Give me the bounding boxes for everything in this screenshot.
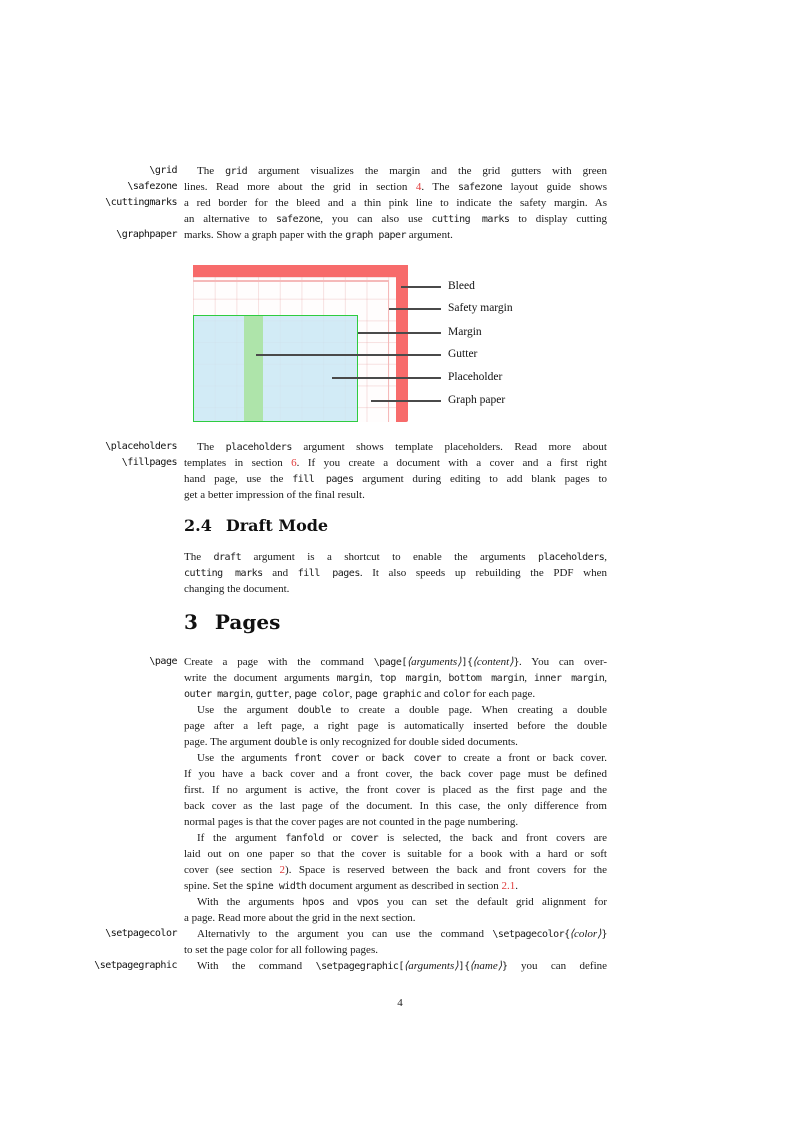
code-text: placeholders (538, 552, 605, 563)
code-text: safezone (276, 214, 321, 225)
code-text: page graphic (355, 689, 422, 700)
figure-legend (193, 265, 607, 425)
margin-macro-label: \graphpaper (116, 229, 177, 240)
body-text: a red border for the bleed and a thin pink line to indicate the safety margin. As (184, 197, 607, 209)
body-text: Create a page with the command (184, 656, 374, 668)
code-text: margin (336, 673, 370, 684)
code-text: placeholders (225, 442, 292, 453)
body-text: argument. (406, 229, 453, 241)
section-number: 3 (184, 610, 198, 634)
body-text: a page. Read more about the grid in the next section. (184, 912, 416, 924)
text-line (184, 878, 607, 894)
text-line (184, 211, 607, 227)
body-text: templates in section (184, 457, 292, 469)
legend-label: Bleed (448, 280, 475, 292)
body-text: The (197, 441, 226, 453)
body-text: changing the document. (184, 583, 290, 595)
text-line (184, 862, 607, 878)
code-text: ]{ (458, 961, 470, 972)
margin-macro-label: \grid (149, 165, 177, 176)
legend-label: Margin (448, 326, 482, 338)
body-text: laid out on one paper so that the cover is suitable for a book with a hard or soft (184, 848, 607, 860)
body-text: . If you create a document with a cover and a first right (296, 457, 607, 469)
text-line (184, 910, 607, 926)
placeholder-arg: ⟨content⟩ (472, 656, 514, 668)
leader-line (358, 332, 441, 334)
code-text: page color (294, 689, 350, 700)
body-text: Use the argument (197, 704, 298, 716)
body-text: to display cutting (509, 213, 607, 225)
body-text: . The (421, 181, 458, 193)
body-text: , (288, 688, 295, 700)
margin-macro-label: \cuttingmarks (105, 197, 177, 208)
text-line (184, 830, 607, 846)
body-text: and (262, 567, 298, 579)
placeholder-arg: ⟨name⟩ (469, 960, 503, 972)
code-text: outer margin (184, 689, 251, 700)
code-text: } (601, 929, 607, 940)
layout-guides-figure (193, 265, 607, 425)
margin-macro-label: \safezone (127, 181, 177, 192)
body-text: you can set the default grid alignment for (378, 896, 607, 908)
body-text: to create a front or back cover. (441, 752, 607, 764)
text-line (184, 798, 607, 814)
leader-line (401, 286, 441, 288)
legend-label: Safety margin (448, 302, 513, 314)
body-text: . You can over- (519, 656, 607, 668)
placeholder-arg: ⟨arguments⟩ (403, 960, 459, 972)
text-line (184, 846, 607, 862)
body-text: and (421, 688, 443, 700)
legend-label: Graph paper (448, 394, 506, 406)
body-text: , (524, 672, 534, 684)
body-text: spine. Set the (184, 880, 246, 892)
body-text: . It also speeds up rebuilding the PDF when (359, 567, 607, 579)
body-text: lines. Read more about the grid in section (184, 181, 416, 193)
code-text: draft (213, 552, 242, 563)
section-ref-link[interactable]: 2 (279, 864, 286, 876)
section-ref-link[interactable]: 2.1 (501, 880, 516, 892)
body-text: is selected, the back and front covers are (378, 832, 607, 844)
text-line (184, 471, 607, 487)
body-text: hand page, use the (184, 473, 293, 485)
code-text: \setpagegraphic[ (315, 961, 404, 972)
text-line (184, 894, 607, 910)
body-text: If you have a back cover and a front cover, the back cover page must be defined (184, 768, 607, 780)
code-text: \setpagecolor{ (492, 929, 570, 940)
code-text: cutting marks (184, 568, 263, 579)
body-text: marks. Show a graph paper with the (184, 229, 346, 241)
code-text: \page[ (373, 657, 407, 668)
body-text: , (349, 688, 356, 700)
text-line (184, 549, 607, 565)
body-text: and (324, 896, 357, 908)
body-text: With the arguments (197, 896, 303, 908)
placeholder-arg: ⟨arguments⟩ (406, 656, 462, 668)
text-line (184, 750, 607, 766)
code-text: } (513, 657, 520, 668)
leader-line (389, 308, 441, 310)
body-text: argument shows template placeholders. Read more about (291, 441, 607, 453)
body-text: cover (see section (184, 864, 280, 876)
section-ref-link[interactable]: 4 (415, 181, 422, 193)
code-text: fill pages (292, 474, 354, 485)
code-text: cutting marks (431, 214, 510, 225)
body-text: is only recognized for double sided documents. (307, 736, 518, 748)
text-line (184, 179, 607, 195)
body-text: , you can also use (320, 213, 432, 225)
body-text: or (323, 832, 351, 844)
body-text: page after a left page, a right page is automatically inserted before the double (184, 720, 607, 732)
code-text: double (297, 705, 331, 716)
body-text: Alternativly to the argument you can use the command (197, 928, 493, 940)
leader-line (371, 400, 441, 402)
body-text: first. If no argument is active, the front cover is placed as the first page and the (184, 784, 607, 796)
body-text: normal pages is that the cover pages are not counted in the page numbering. (184, 816, 519, 828)
body-text: The (184, 551, 214, 563)
code-text: grid (225, 166, 248, 177)
code-text: cover (350, 833, 379, 844)
body-text: for each page. (470, 688, 536, 700)
text-line (184, 766, 607, 782)
code-text: bottom margin (448, 673, 525, 684)
text-line (184, 654, 607, 670)
page-number: 4 (397, 997, 403, 1009)
code-text: } (502, 961, 508, 972)
body-text: , (604, 672, 608, 684)
text-line (184, 581, 607, 597)
text-line (184, 958, 607, 974)
margin-macro-label: \setpagecolor (105, 928, 177, 939)
body-text: back cover as the last page of the document. In this case, the only difference from (184, 800, 607, 812)
body-text: , (369, 672, 380, 684)
section-number: 2.4 (184, 516, 212, 535)
text-line (184, 814, 607, 830)
text-line (184, 942, 607, 958)
body-text: With the command (197, 960, 316, 972)
code-text: vpos (356, 897, 379, 908)
code-text: hpos (302, 897, 325, 908)
section-heading-pages (184, 610, 280, 634)
body-text: page. The argument (184, 736, 275, 748)
text-line (184, 702, 607, 718)
legend-label: Gutter (448, 348, 478, 360)
body-text: write the document arguments (184, 672, 337, 684)
placeholder-arg: ⟨color⟩ (569, 928, 602, 940)
code-text: back cover (381, 753, 442, 764)
code-text: ]{ (461, 657, 473, 668)
margin-macro-label: \page (149, 656, 177, 667)
body-text: , (604, 551, 607, 563)
text-line (184, 670, 607, 686)
body-text: ). Space is reserved between the back and front covers for the (285, 864, 607, 876)
text-line (184, 195, 607, 211)
section-heading-draft-mode (184, 516, 328, 535)
margin-macro-label: \setpagegraphic (94, 960, 177, 971)
text-line (184, 734, 607, 750)
text-line (184, 455, 607, 471)
body-text: Use the arguments (197, 752, 294, 764)
text-line (184, 487, 607, 503)
text-line (184, 227, 607, 243)
body-text: document argument as described in section (306, 880, 502, 892)
text-line (184, 782, 607, 798)
text-line (184, 926, 607, 942)
leader-line (256, 354, 441, 356)
margin-macro-label: \fillpages (121, 457, 177, 468)
code-text: front cover (293, 753, 359, 764)
code-text: top margin (379, 673, 439, 684)
body-text: layout guide shows (502, 181, 607, 193)
section-title: Draft Mode (225, 516, 329, 535)
body-text: argument is a shortcut to enable the arguments (241, 551, 538, 563)
body-text: The (197, 165, 226, 177)
body-text: to create a double page. When creating a double (330, 704, 608, 716)
body-text: , (438, 672, 449, 684)
text-line (184, 439, 607, 455)
section-ref-link[interactable]: 6 (291, 457, 297, 469)
code-text: safezone (457, 182, 503, 193)
body-text: an alternative to (184, 213, 277, 225)
body-text: or (358, 752, 382, 764)
body-text: you can define (507, 960, 608, 972)
body-text: , (250, 688, 256, 700)
code-text: inner margin (533, 673, 605, 684)
code-text: fill pages (297, 568, 360, 579)
margin-macro-label: \placeholders (105, 441, 177, 452)
text-line (184, 718, 607, 734)
code-text: color (442, 689, 471, 700)
leader-line (332, 377, 441, 379)
body-text: . (515, 880, 518, 892)
body-text: get a better impression of the final result. (184, 489, 365, 501)
text-line (184, 686, 607, 702)
code-text: double (274, 737, 308, 748)
code-text: spine width (245, 881, 307, 892)
body-text: If the argument (197, 832, 286, 844)
section-title: Pages (214, 610, 281, 634)
code-text: gutter (255, 689, 289, 700)
body-text: argument visualizes the margin and the grid gutters with green (247, 165, 607, 177)
code-text: graph paper (345, 230, 407, 241)
code-text: fanfold (285, 833, 324, 844)
text-line (184, 565, 607, 581)
body-text: argument during editing to add blank pages to (353, 473, 607, 485)
text-line (184, 163, 607, 179)
legend-label: Placeholder (448, 371, 503, 383)
body-text: to set the page color for all following pages. (184, 944, 378, 956)
